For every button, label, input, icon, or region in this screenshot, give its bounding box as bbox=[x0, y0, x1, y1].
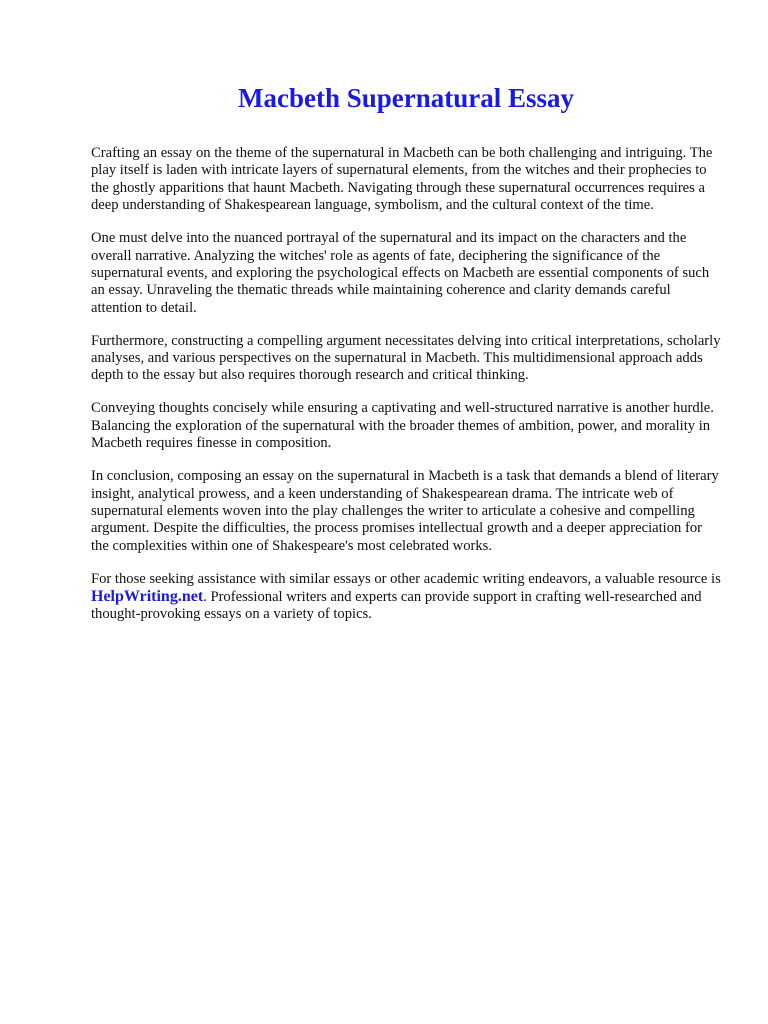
paragraph-3: Furthermore, constructing a compelling argument necessitates delving into critical interpretations, scholarly analyses, and various perspectives on the supernatural in Macbeth. This multidimensional approach adds depth to the essay but also requires thorough research and critical thinking. bbox=[91, 332, 721, 384]
page-title: Macbeth Supernatural Essay bbox=[237, 83, 575, 113]
paragraph-4: Conveying thoughts concisely while ensuring a captivating and well-structured narrative is another hurdle. Balancing the exploration of the supernatural with the broader themes of ambition, power, and morality in Macbeth requires finesse in composition. bbox=[91, 400, 714, 452]
paragraph-6-outro: . Professional writers and experts can provide support in crafting well-researched and thought-provoking essays on a variety of topics. bbox=[91, 589, 702, 623]
paragraph-6 bbox=[91, 571, 721, 624]
paragraph-2: One must delve into the nuanced portrayal of the supernatural and its impact on the characters and the overall narrative. Analyzing the witches' role as agents of fate, deciphering the significance of the supernatural events, and exploring the psychological effects on Macbeth are essential components of such an essay. Unraveling the thematic threads while maintaining coherence and clarity demands careful attention to detail. bbox=[91, 230, 710, 316]
essay-body bbox=[91, 145, 721, 639]
paragraph-5: In conclusion, composing an essay on the supernatural in Macbeth is a task that demands a blend of literary insight, analytical prowess, and a keen understanding of Shakespearean drama. The intricate web of supernatural elements woven into the play challenges the writer to articulate a cohesive and compelling argument. Despite the difficulties, the process promises intellectual growth and a deeper appreciation for the complexities within one of Shakespeare's most celebrated works. bbox=[91, 468, 719, 554]
helpwriting-link[interactable]: HelpWriting.net bbox=[91, 588, 204, 606]
paragraph-6-intro: For those seeking assistance with similar essays or other academic writing endeavors, a valuable resource is bbox=[91, 570, 721, 587]
paragraph-1: Crafting an essay on the theme of the supernatural in Macbeth can be both challenging and intriguing. The play itself is laden with intricate layers of supernatural elements, from the witches and their prophecies to the ghostly apparitions that haunt Macbeth. Navigating through these supernatural occurrences requires a deep understanding of Shakespearean language, symbolism, and the cultural context of the time. bbox=[91, 145, 713, 214]
